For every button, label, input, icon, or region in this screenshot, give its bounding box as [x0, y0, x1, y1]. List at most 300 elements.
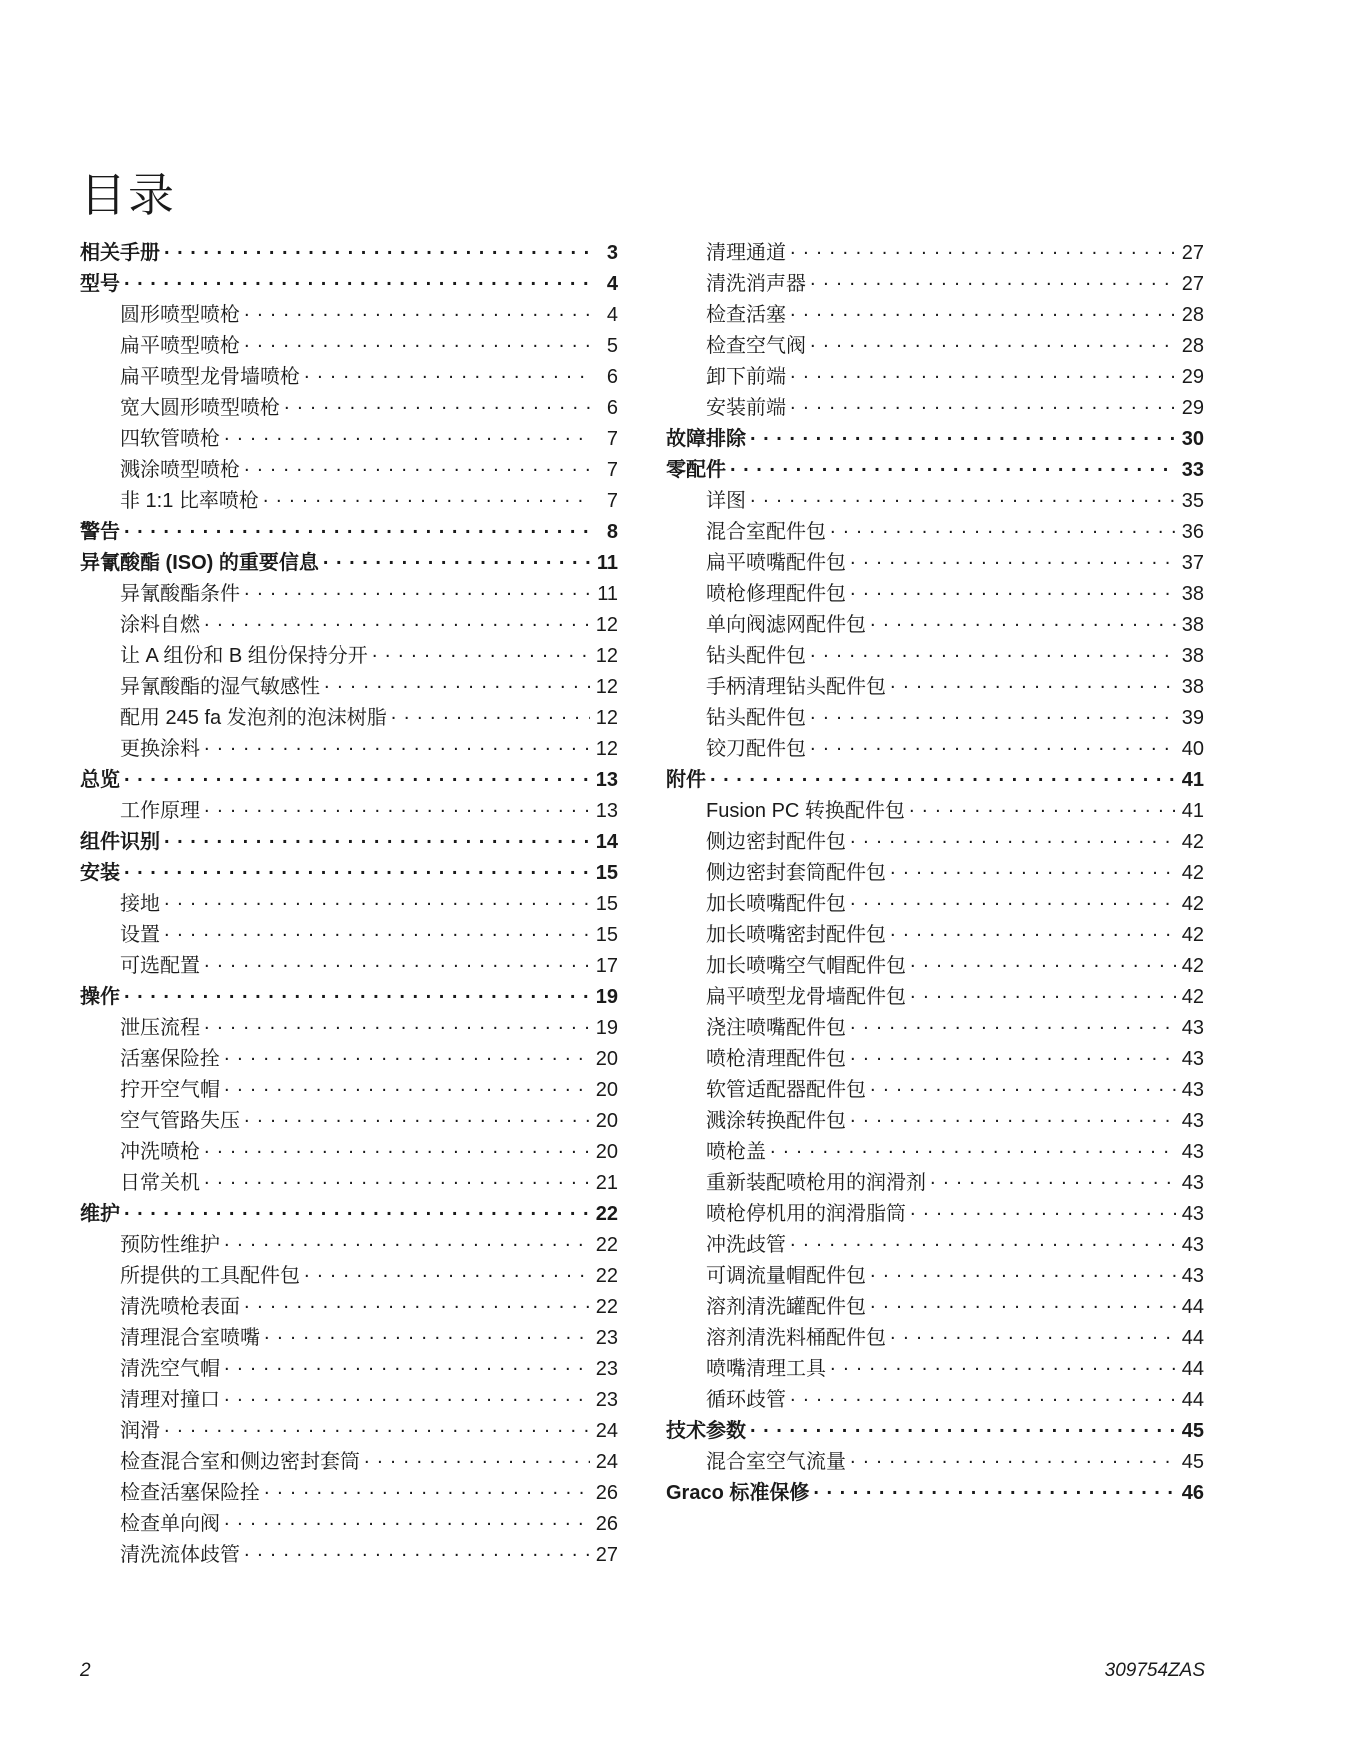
toc-entry-page-number: 42 [1181, 893, 1204, 915]
toc-subsection-entry[interactable] [80, 298, 618, 329]
toc-subsection-entry[interactable] [666, 298, 1204, 329]
toc-entry-title: 重新装配喷枪用的润滑剂 [706, 1172, 926, 1194]
footer-document-number: 309754ZAS [1104, 1660, 1205, 1681]
toc-entry-page-number: 15 [595, 862, 618, 884]
toc-entry-title: 扁平喷嘴配件包 [706, 552, 846, 574]
toc-entry-page-number: 43 [1181, 1234, 1204, 1256]
toc-subsection-entry[interactable] [666, 856, 1204, 887]
toc-entry-title: 接地 [120, 893, 160, 915]
toc-dot-leader [910, 1200, 1176, 1220]
toc-subsection-entry[interactable] [80, 329, 618, 360]
toc-subsection-entry[interactable] [666, 732, 1204, 763]
toc-dot-leader [204, 1138, 590, 1158]
toc-subsection-entry[interactable] [80, 1011, 618, 1042]
toc-section-entry[interactable] [80, 856, 618, 887]
toc-entry-title: 工作原理 [120, 800, 200, 822]
toc-entry-page-number: 42 [1181, 924, 1204, 946]
toc-dot-leader [850, 580, 1176, 600]
toc-subsection-entry[interactable] [80, 918, 618, 949]
toc-entry-page-number: 45 [1181, 1420, 1204, 1442]
toc-entry-title: 混合室空气流量 [706, 1451, 846, 1473]
toc-dot-leader [870, 1262, 1176, 1282]
toc-entry-title: 清洗消声器 [706, 273, 806, 295]
toc-entry-title: 喷枪修理配件包 [706, 583, 846, 605]
toc-dot-leader [730, 456, 1176, 476]
toc-dot-leader [204, 797, 590, 817]
toc-entry-page-number: 24 [595, 1451, 618, 1473]
toc-entry-title: 混合室配件包 [706, 521, 826, 543]
toc-dot-leader [930, 1169, 1176, 1189]
toc-subsection-entry[interactable] [80, 1228, 618, 1259]
toc-entry-page-number: 38 [1181, 676, 1204, 698]
toc-subsection-entry[interactable] [80, 1352, 618, 1383]
toc-dot-leader [850, 549, 1176, 569]
toc-dot-leader [810, 642, 1176, 662]
toc-entry-title: 喷嘴清理工具 [706, 1358, 826, 1380]
toc-entry-title: 喷枪盖 [706, 1141, 766, 1163]
toc-subsection-entry[interactable] [666, 1042, 1204, 1073]
toc-entry-title: 清洗流体歧管 [120, 1544, 240, 1566]
toc-entry-page-number: 7 [606, 490, 618, 512]
toc-dot-leader [870, 611, 1176, 631]
toc-entry-title: 清理对撞口 [120, 1389, 220, 1411]
toc-entry-page-number: 22 [595, 1265, 618, 1287]
toc-entry-page-number: 35 [1181, 490, 1204, 512]
toc-entry-title: 安装前端 [706, 397, 786, 419]
toc-section-entry[interactable] [80, 267, 618, 298]
toc-entry-page-number: 43 [1181, 1265, 1204, 1287]
toc-entry-title: 检查混合室和侧边密封套筒 [120, 1451, 360, 1473]
toc-entry-title: 附件 [666, 769, 706, 791]
toc-entry-page-number: 38 [1181, 645, 1204, 667]
toc-subsection-entry[interactable] [80, 701, 618, 732]
toc-section-entry[interactable] [80, 236, 618, 267]
toc-dot-leader [224, 1076, 590, 1096]
toc-entry-page-number: 41 [1181, 800, 1204, 822]
toc-entry-title: 配用 245 fa 发泡剂的泡沫树脂 [120, 707, 387, 729]
toc-entry-page-number: 20 [595, 1110, 618, 1132]
toc-subsection-entry[interactable] [666, 1166, 1204, 1197]
toc-entry-page-number: 27 [1181, 273, 1204, 295]
toc-entry-page-number: 38 [1181, 583, 1204, 605]
toc-dot-leader [750, 1417, 1176, 1437]
toc-subsection-entry[interactable] [666, 1352, 1204, 1383]
toc-subsection-entry[interactable] [666, 360, 1204, 391]
toc-section-entry[interactable] [666, 1414, 1204, 1445]
toc-dot-leader [204, 611, 590, 631]
toc-entry-title: 溶剂清洗料桶配件包 [706, 1327, 886, 1349]
toc-entry-title: 清理通道 [706, 242, 786, 264]
toc-dot-leader [204, 1169, 590, 1189]
toc-subsection-entry[interactable] [666, 670, 1204, 701]
toc-subsection-entry[interactable] [80, 639, 618, 670]
toc-subsection-entry[interactable] [80, 360, 618, 391]
toc-section-entry[interactable] [80, 825, 618, 856]
toc-subsection-entry[interactable] [80, 1445, 618, 1476]
toc-entry-page-number: 44 [1181, 1389, 1204, 1411]
toc-subsection-entry[interactable] [666, 1011, 1204, 1042]
toc-subsection-entry[interactable] [80, 1042, 618, 1073]
toc-entry-title: 可选配置 [120, 955, 200, 977]
toc-subsection-entry[interactable] [80, 887, 618, 918]
toc-subsection-entry[interactable] [80, 391, 618, 422]
toc-entry-page-number: 45 [1181, 1451, 1204, 1473]
toc-dot-leader [830, 518, 1176, 538]
toc-entry-title: 单向阀滤网配件包 [706, 614, 866, 636]
toc-subsection-entry[interactable] [666, 887, 1204, 918]
toc-entry-title: 溅涂转换配件包 [706, 1110, 846, 1132]
toc-entry-title: 喷枪停机用的润滑脂筒 [706, 1203, 906, 1225]
toc-subsection-entry[interactable] [666, 329, 1204, 360]
toc-entry-title: 检查单向阀 [120, 1513, 220, 1535]
toc-entry-page-number: 19 [595, 986, 618, 1008]
toc-dot-leader [910, 983, 1176, 1003]
toc-dot-leader [204, 1014, 590, 1034]
toc-subsection-entry[interactable] [80, 1073, 618, 1104]
toc-dot-leader [850, 1045, 1176, 1065]
toc-subsection-entry[interactable] [80, 608, 618, 639]
toc-entry-title: 操作 [80, 986, 120, 1008]
toc-entry-title: 异氰酸酯的湿气敏感性 [120, 676, 320, 698]
toc-subsection-entry[interactable] [666, 794, 1204, 825]
toc-entry-page-number: 19 [595, 1017, 618, 1039]
toc-entry-title: 技术参数 [666, 1420, 746, 1442]
toc-entry-page-number: 6 [606, 397, 618, 419]
toc-dot-leader [850, 828, 1176, 848]
toc-dot-leader [364, 1448, 590, 1468]
toc-subsection-entry[interactable] [666, 1259, 1204, 1290]
toc-entry-title: 浇注喷嘴配件包 [706, 1017, 846, 1039]
toc-dot-leader [810, 735, 1176, 755]
toc-subsection-entry[interactable] [80, 1166, 618, 1197]
toc-subsection-entry[interactable] [666, 1321, 1204, 1352]
toc-entry-page-number: 4 [606, 304, 618, 326]
toc-entry-title: Fusion PC 转换配件包 [706, 800, 905, 822]
toc-dot-leader [324, 673, 590, 693]
toc-subsection-entry[interactable] [80, 1383, 618, 1414]
toc-subsection-entry[interactable] [80, 949, 618, 980]
toc-dot-leader [244, 456, 590, 476]
toc-dot-leader [909, 797, 1176, 817]
toc-entry-page-number: 42 [1181, 955, 1204, 977]
toc-entry-page-number: 29 [1181, 397, 1204, 419]
toc-entry-page-number: 43 [1181, 1172, 1204, 1194]
toc-dot-leader [164, 890, 590, 910]
toc-entry-page-number: 6 [606, 366, 618, 388]
toc-entry-page-number: 8 [606, 521, 618, 543]
toc-entry-page-number: 22 [595, 1296, 618, 1318]
toc-subsection-entry[interactable] [666, 1228, 1204, 1259]
toc-subsection-entry[interactable] [666, 267, 1204, 298]
toc-dot-leader [244, 1293, 590, 1313]
toc-entry-title: 溶剂清洗罐配件包 [706, 1296, 866, 1318]
toc-right-column [666, 236, 1204, 1507]
toc-subsection-entry[interactable] [666, 701, 1204, 732]
toc-dot-leader [790, 239, 1176, 259]
toc-left-column [80, 236, 618, 1569]
toc-subsection-entry[interactable] [80, 794, 618, 825]
toc-subsection-entry[interactable] [80, 484, 618, 515]
toc-entry-page-number: 13 [595, 769, 618, 791]
toc-dot-leader [224, 1231, 590, 1251]
toc-dot-leader [124, 270, 590, 290]
toc-entry-page-number: 43 [1181, 1203, 1204, 1225]
toc-entry-title: 扁平喷型龙骨墙喷枪 [120, 366, 300, 388]
toc-entry-page-number: 20 [595, 1141, 618, 1163]
toc-section-entry[interactable] [80, 763, 618, 794]
toc-entry-page-number: 15 [595, 924, 618, 946]
toc-entry-page-number: 38 [1181, 614, 1204, 636]
toc-dot-leader [790, 1231, 1176, 1251]
toc-entry-title: 拧开空气帽 [120, 1079, 220, 1101]
toc-subsection-entry[interactable] [80, 1290, 618, 1321]
toc-subsection-entry[interactable] [80, 1259, 618, 1290]
toc-entry-title: 润滑 [120, 1420, 160, 1442]
toc-subsection-entry[interactable] [80, 732, 618, 763]
toc-entry-title: 四软管喷枪 [120, 428, 220, 450]
toc-subsection-entry[interactable] [666, 918, 1204, 949]
toc-entry-page-number: 11 [596, 552, 618, 574]
toc-entry-page-number: 4 [606, 273, 618, 295]
toc-entry-title: 故障排除 [666, 428, 746, 450]
toc-entry-page-number: 26 [595, 1513, 618, 1535]
toc-subsection-entry[interactable] [80, 1135, 618, 1166]
toc-entry-page-number: 13 [595, 800, 618, 822]
toc-entry-title: 圆形喷型喷枪 [120, 304, 240, 326]
toc-dot-leader [830, 1355, 1176, 1375]
toc-entry-title: 组件识别 [80, 831, 160, 853]
toc-entry-page-number: 39 [1181, 707, 1204, 729]
toc-section-entry[interactable] [80, 980, 618, 1011]
toc-section-entry[interactable] [666, 453, 1204, 484]
toc-dot-leader [870, 1076, 1176, 1096]
toc-dot-leader [790, 394, 1176, 414]
toc-subsection-entry[interactable] [80, 1507, 618, 1538]
toc-subsection-entry[interactable] [666, 949, 1204, 980]
toc-entry-page-number: 29 [1181, 366, 1204, 388]
toc-entry-page-number: 44 [1181, 1296, 1204, 1318]
toc-entry-title: 溅涂喷型喷枪 [120, 459, 240, 481]
toc-dot-leader [284, 394, 590, 414]
toc-dot-leader [244, 332, 590, 352]
toc-entry-page-number: 36 [1181, 521, 1204, 543]
toc-entry-page-number: 15 [595, 893, 618, 915]
toc-entry-page-number: 7 [606, 459, 618, 481]
toc-dot-leader [890, 673, 1176, 693]
toc-dot-leader [810, 270, 1176, 290]
toc-dot-leader [850, 1107, 1176, 1127]
toc-subsection-entry[interactable] [666, 1104, 1204, 1135]
toc-entry-page-number: 27 [1181, 242, 1204, 264]
toc-section-entry[interactable] [80, 1197, 618, 1228]
toc-entry-page-number: 23 [595, 1327, 618, 1349]
toc-subsection-entry[interactable] [666, 1197, 1204, 1228]
toc-section-entry[interactable] [666, 1476, 1204, 1507]
toc-entry-page-number: 44 [1181, 1358, 1204, 1380]
toc-entry-title: 泄压流程 [120, 1017, 200, 1039]
toc-subsection-entry[interactable] [666, 1445, 1204, 1476]
toc-subsection-entry[interactable] [666, 608, 1204, 639]
toc-entry-title: 零配件 [666, 459, 726, 481]
toc-subsection-entry[interactable] [666, 577, 1204, 608]
toc-entry-page-number: 27 [595, 1544, 618, 1566]
toc-dot-leader [810, 332, 1176, 352]
toc-dot-leader [164, 828, 590, 848]
toc-entry-title: 循环歧管 [706, 1389, 786, 1411]
toc-entry-page-number: 5 [606, 335, 618, 357]
toc-entry-page-number: 12 [595, 738, 618, 760]
toc-dot-leader [164, 921, 590, 941]
toc-entry-page-number: 26 [595, 1482, 618, 1504]
toc-entry-title: 冲洗喷枪 [120, 1141, 200, 1163]
toc-entry-title: 总览 [80, 769, 120, 791]
toc-subsection-entry[interactable] [80, 1104, 618, 1135]
toc-entry-title: 加长喷嘴配件包 [706, 893, 846, 915]
toc-entry-title: 日常关机 [120, 1172, 200, 1194]
toc-subsection-entry[interactable] [666, 825, 1204, 856]
toc-entry-page-number: 22 [595, 1203, 618, 1225]
toc-dot-leader [164, 239, 590, 259]
toc-entry-title: 侧边密封套筒配件包 [706, 862, 886, 884]
toc-entry-title: 涂料自燃 [120, 614, 200, 636]
toc-entry-title: 型号 [80, 273, 120, 295]
toc-entry-page-number: 23 [595, 1358, 618, 1380]
toc-entry-page-number: 41 [1181, 769, 1204, 791]
toc-entry-title: 可调流量帽配件包 [706, 1265, 866, 1287]
toc-entry-page-number: 42 [1181, 986, 1204, 1008]
toc-entry-page-number: 21 [595, 1172, 618, 1194]
toc-entry-title: 更换涂料 [120, 738, 200, 760]
toc-entry-title: 预防性维护 [120, 1234, 220, 1256]
toc-entry-page-number: 43 [1181, 1048, 1204, 1070]
toc-dot-leader [910, 952, 1176, 972]
toc-entry-page-number: 43 [1181, 1141, 1204, 1163]
toc-entry-title: 设置 [120, 924, 160, 946]
toc-subsection-entry[interactable] [80, 1538, 618, 1569]
toc-dot-leader [124, 1200, 590, 1220]
toc-entry-page-number: 20 [595, 1048, 618, 1070]
toc-entry-page-number: 43 [1181, 1017, 1204, 1039]
toc-entry-title: 侧边密封配件包 [706, 831, 846, 853]
toc-subsection-entry[interactable] [666, 1383, 1204, 1414]
toc-section-entry[interactable] [666, 763, 1204, 794]
toc-section-entry[interactable] [666, 422, 1204, 453]
toc-dot-leader [204, 735, 590, 755]
toc-subsection-entry[interactable] [666, 639, 1204, 670]
toc-entry-title: 钻头配件包 [706, 645, 806, 667]
toc-entry-title: 详图 [706, 490, 746, 512]
toc-entry-title: 清洗喷枪表面 [120, 1296, 240, 1318]
toc-entry-title: 维护 [80, 1203, 120, 1225]
toc-entry-page-number: 20 [595, 1079, 618, 1101]
toc-entry-page-number: 40 [1181, 738, 1204, 760]
toc-dot-leader [770, 1138, 1176, 1158]
toc-subsection-entry[interactable] [80, 1414, 618, 1445]
toc-subsection-entry[interactable] [80, 422, 618, 453]
toc-entry-page-number: 12 [595, 614, 618, 636]
toc-dot-leader [391, 704, 590, 724]
toc-subsection-entry[interactable] [666, 515, 1204, 546]
toc-dot-leader [263, 487, 590, 507]
toc-entry-page-number: 42 [1181, 862, 1204, 884]
toc-dot-leader [850, 1448, 1176, 1468]
toc-entry-title: 非 1:1 比率喷枪 [120, 490, 259, 512]
toc-dot-leader [790, 1386, 1176, 1406]
toc-dot-leader [244, 301, 590, 321]
toc-entry-page-number: 22 [595, 1234, 618, 1256]
toc-subsection-entry[interactable] [666, 236, 1204, 267]
toc-entry-page-number: 28 [1181, 335, 1204, 357]
toc-dot-leader [164, 1417, 590, 1437]
toc-subsection-entry[interactable] [666, 1073, 1204, 1104]
toc-subsection-entry[interactable] [666, 484, 1204, 515]
toc-section-entry[interactable] [80, 515, 618, 546]
toc-subsection-entry[interactable] [666, 1290, 1204, 1321]
toc-dot-leader [810, 704, 1176, 724]
toc-subsection-entry[interactable] [666, 391, 1204, 422]
toc-dot-leader [813, 1479, 1176, 1499]
toc-entry-page-number: 12 [595, 707, 618, 729]
toc-entry-page-number: 24 [595, 1420, 618, 1442]
toc-dot-leader [244, 580, 590, 600]
toc-entry-title: 清洗空气帽 [120, 1358, 220, 1380]
toc-entry-title: 检查空气阀 [706, 335, 806, 357]
toc-section-entry[interactable] [80, 546, 618, 577]
toc-entry-title: 让 A 组份和 B 组份保持分开 [120, 645, 368, 667]
toc-entry-title: 铰刀配件包 [706, 738, 806, 760]
toc-subsection-entry[interactable] [80, 670, 618, 701]
toc-dot-leader [850, 890, 1176, 910]
toc-entry-title: 加长喷嘴空气帽配件包 [706, 955, 906, 977]
toc-dot-leader [244, 1107, 590, 1127]
toc-entry-title: 警告 [80, 521, 120, 543]
toc-dot-leader [264, 1324, 590, 1344]
toc-entry-title: 钻头配件包 [706, 707, 806, 729]
toc-dot-leader [224, 1045, 590, 1065]
toc-entry-title: 宽大圆形喷型喷枪 [120, 397, 280, 419]
toc-entry-title: 软管适配器配件包 [706, 1079, 866, 1101]
toc-dot-leader [750, 425, 1176, 445]
toc-subsection-entry[interactable] [80, 1321, 618, 1352]
toc-dot-leader [244, 1541, 590, 1561]
toc-entry-page-number: 44 [1181, 1327, 1204, 1349]
toc-dot-leader [124, 766, 590, 786]
toc-dot-leader [304, 363, 590, 383]
toc-subsection-entry[interactable] [80, 577, 618, 608]
toc-entry-page-number: 43 [1181, 1079, 1204, 1101]
toc-dot-leader [264, 1479, 590, 1499]
toc-subsection-entry[interactable] [80, 453, 618, 484]
toc-dot-leader [750, 487, 1176, 507]
toc-subsection-entry[interactable] [80, 1476, 618, 1507]
toc-subsection-entry[interactable] [666, 980, 1204, 1011]
toc-dot-leader [204, 952, 590, 972]
toc-subsection-entry[interactable] [666, 546, 1204, 577]
toc-entry-title: 活塞保险拴 [120, 1048, 220, 1070]
toc-entry-title: 冲洗歧管 [706, 1234, 786, 1256]
toc-entry-title: 检查活塞 [706, 304, 786, 326]
toc-entry-title: 异氰酸酯 (ISO) 的重要信息 [80, 552, 319, 574]
toc-entry-page-number: 17 [595, 955, 618, 977]
toc-dot-leader [124, 859, 590, 879]
toc-entry-title: Graco 标准保修 [666, 1482, 810, 1504]
toc-entry-page-number: 12 [595, 676, 618, 698]
toc-dot-leader [323, 549, 590, 569]
toc-dot-leader [372, 642, 590, 662]
toc-subsection-entry[interactable] [666, 1135, 1204, 1166]
toc-entry-page-number: 33 [1181, 459, 1204, 481]
toc-dot-leader [304, 1262, 590, 1282]
